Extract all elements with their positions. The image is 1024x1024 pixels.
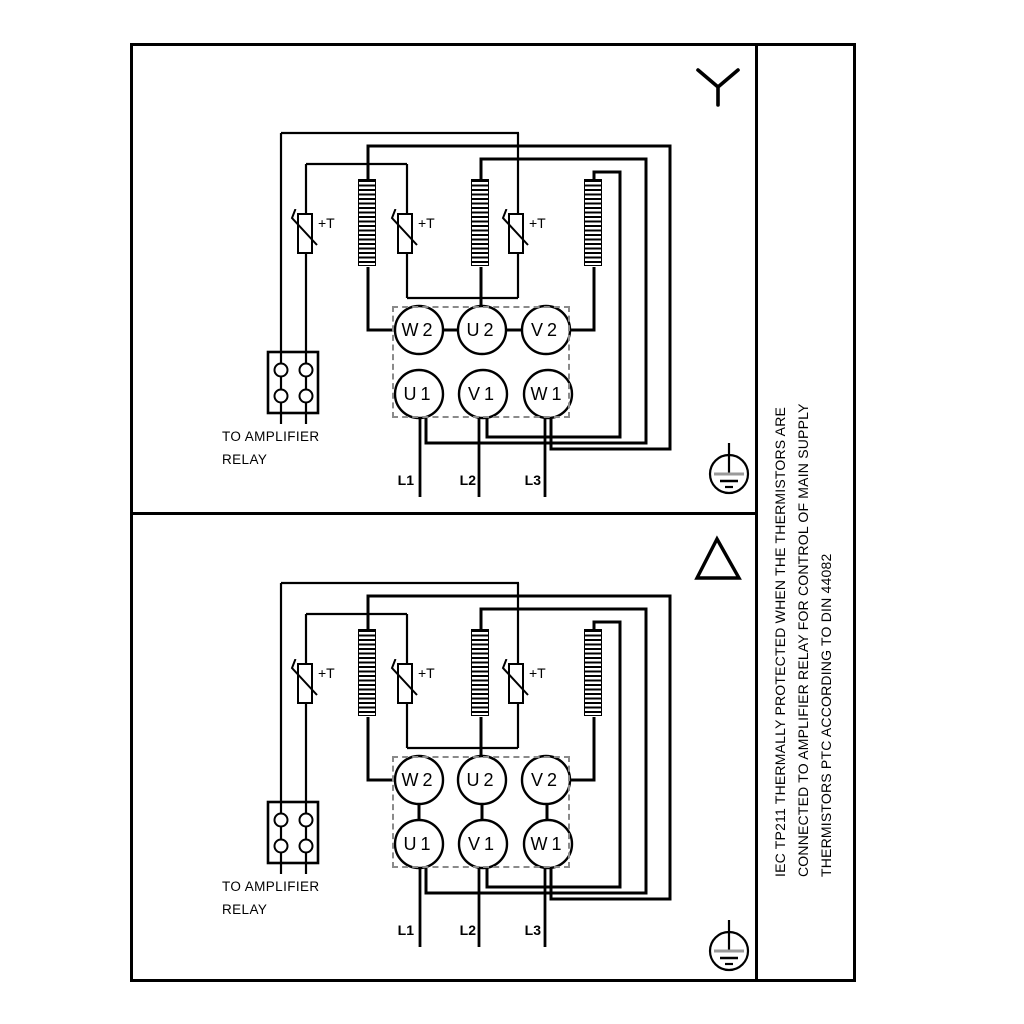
- amplifier-relay-connector: [268, 352, 318, 413]
- side-note-line-3: THERMISTORS PTC ACCORDING TO DIN 44082: [818, 553, 834, 877]
- terminal-label-v2: V2: [530, 770, 562, 790]
- winding-coil-w: [358, 179, 376, 266]
- winding-coil-w: [358, 629, 376, 716]
- winding-coil-u: [471, 179, 489, 266]
- note-column-divider: [755, 43, 758, 979]
- terminal-label-w1: W1: [530, 384, 566, 404]
- thermistor-label: +T: [529, 215, 546, 231]
- terminal-label-u2: U2: [466, 770, 498, 790]
- side-note-line-1: IEC TP211 THERMALLY PROTECTED WHEN THE THERMISTORS ARE: [772, 406, 788, 877]
- thermistor-label: +T: [529, 665, 546, 681]
- thermistor-label: +T: [418, 215, 435, 231]
- terminal-label-v1: V1: [467, 384, 499, 404]
- terminal-label-u2: U2: [466, 320, 498, 340]
- winding-coil-u: [471, 629, 489, 716]
- amplifier-relay-connector: [268, 802, 318, 863]
- winding-coil-v: [584, 629, 602, 716]
- earth-ground-icon: [698, 438, 760, 496]
- earth-ground-icon: [698, 915, 760, 973]
- terminal-label-u1: U1: [403, 384, 435, 404]
- panel-star-connection: [130, 43, 755, 510]
- supply-line-label-l1: L1: [397, 922, 414, 938]
- winding-coil-v: [584, 179, 602, 266]
- thermistor-label: +T: [318, 665, 335, 681]
- thermistor-label: +T: [318, 215, 335, 231]
- supply-line-label-l1: L1: [397, 472, 414, 488]
- amplifier-relay-caption-line2: RELAY: [222, 902, 268, 917]
- supply-line-label-l3: L3: [524, 472, 541, 488]
- supply-line-label-l3: L3: [524, 922, 541, 938]
- panel-delta-connection: [130, 515, 755, 976]
- amplifier-relay-caption-line2: RELAY: [222, 452, 268, 467]
- thermistor-label: +T: [418, 665, 435, 681]
- supply-line-label-l2: L2: [459, 922, 476, 938]
- terminal-label-v1: V1: [467, 834, 499, 854]
- supply-line-label-l2: L2: [459, 472, 476, 488]
- amplifier-relay-caption-line1: TO AMPLIFIER: [222, 429, 320, 444]
- terminal-label-u1: U1: [403, 834, 435, 854]
- side-note-line-2: CONNECTED TO AMPLIFIER RELAY FOR CONTROL OF MAIN SUPPLY: [795, 403, 811, 877]
- amplifier-relay-caption-line1: TO AMPLIFIER: [222, 879, 320, 894]
- circuit-delta: [130, 493, 755, 963]
- circuit-star: [130, 43, 755, 513]
- terminal-label-w1: W1: [530, 834, 566, 854]
- terminal-label-w2: W2: [401, 320, 437, 340]
- terminal-label-w2: W2: [401, 770, 437, 790]
- terminal-label-v2: V2: [530, 320, 562, 340]
